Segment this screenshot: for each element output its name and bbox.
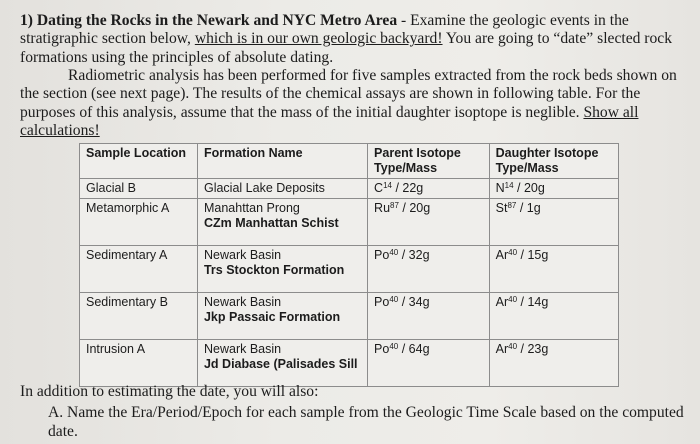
daughter-mass-number: 40	[508, 295, 518, 304]
table-row	[80, 199, 619, 246]
isotope-table	[79, 143, 619, 387]
daughter-mass: / 14g	[517, 295, 549, 309]
daughter-mass: / 1g	[516, 201, 541, 215]
parent-cell	[368, 246, 490, 293]
intro-text-b: You are going to “date” slected rock formations using the principles of absolute dating.	[20, 30, 673, 66]
parent-mass: / 34g	[398, 295, 430, 309]
daughter-cell	[489, 199, 618, 246]
parent-cell	[368, 179, 490, 199]
sample-cell: Intrusion A	[80, 340, 198, 387]
daughter-cell	[489, 293, 618, 340]
intro-text-a: - Examine the geologic events in the stratigraphic section below,	[20, 12, 629, 48]
question-intro	[20, 12, 690, 67]
table-header-row	[80, 144, 619, 179]
daughter-cell	[489, 340, 618, 387]
radiometric-paragraph	[20, 67, 690, 141]
formation-secondary: Trs Stockton Formation	[203, 263, 345, 277]
sample-cell: Sedimentary B	[80, 293, 198, 340]
parent-cell	[368, 340, 490, 387]
para2-text: Radiometric analysis has been performed for five samples extracted from the rock beds shown on the section (see next page). The results of the chemical assays are shown in following table. For the purposes of this analysis, assume that the mass of the initial daughter isoptope is neglible.	[20, 67, 677, 121]
parent-element: Po	[374, 248, 390, 262]
daughter-mass: / 23g	[517, 342, 549, 356]
parent-mass-number: 40	[389, 295, 399, 304]
header-parent-isotope: Parent Isotope Type/Mass	[368, 144, 490, 179]
parent-element: Ru	[374, 201, 391, 215]
table-row	[80, 340, 619, 387]
daughter-element: St	[495, 201, 508, 215]
formation-cell	[197, 179, 367, 199]
parent-mass: / 20g	[398, 201, 431, 215]
show-calculations-note: Show all calculations!	[20, 103, 639, 140]
formation-primary: Manahttan Prong	[203, 201, 300, 215]
daughter-element: Ar	[495, 342, 509, 356]
followup-item-a: A. Name the Era/Period/Epoch for each sample from the Geologic Time Scale based on the computed date.	[48, 404, 684, 440]
question-heading: 1) Dating the Rocks in the Newark and NYC Metro Area	[20, 12, 398, 29]
table-row	[80, 179, 619, 199]
table-row	[80, 293, 619, 340]
formation-secondary: CZm Manhattan Schist	[203, 216, 339, 230]
parent-mass: / 64g	[398, 342, 430, 356]
formation-cell	[197, 293, 367, 340]
daughter-mass: / 20g	[513, 181, 545, 195]
header-formation-name: Formation Name	[197, 144, 367, 179]
daughter-mass-number: 14	[504, 181, 514, 190]
parent-element: Po	[374, 342, 390, 356]
daughter-element: N	[495, 181, 505, 195]
formation-primary: Newark Basin	[203, 295, 282, 309]
parent-mass: / 32g	[398, 248, 430, 262]
parent-cell	[368, 293, 490, 340]
header-daughter-isotope: Daughter Isotope Type/Mass	[489, 144, 618, 179]
followup-intro: In addition to estimating the date, you will also:	[20, 383, 319, 400]
parent-mass-number: 87	[390, 201, 399, 210]
daughter-mass: / 15g	[517, 248, 549, 262]
formation-primary: Newark Basin	[203, 248, 282, 262]
daughter-element: Ar	[495, 295, 509, 309]
formation-primary: Glacial Lake Deposits	[203, 181, 325, 195]
daughter-mass-number: 40	[508, 248, 518, 257]
daughter-mass-number: 87	[507, 201, 517, 210]
parent-mass-number: 14	[383, 181, 392, 190]
formation-secondary: Jkp Passaic Formation	[203, 310, 341, 324]
table-row	[80, 246, 619, 293]
daughter-cell	[489, 246, 618, 293]
formation-cell	[197, 246, 367, 293]
backyard-link[interactable]: which is in our own geologic backyard!	[194, 30, 443, 48]
daughter-mass-number: 40	[508, 342, 518, 351]
parent-mass-number: 40	[389, 342, 399, 351]
parent-element: C	[374, 181, 384, 195]
header-sample-location: Sample Location	[80, 144, 198, 179]
parent-mass-number: 40	[389, 248, 399, 257]
formation-primary: Newark Basin	[203, 342, 282, 356]
sample-cell: Metamorphic A	[80, 199, 198, 246]
sample-cell: Sedimentary A	[80, 246, 198, 293]
parent-mass: / 22g	[391, 181, 424, 195]
formation-secondary: Jd Diabase (Palisades Sill	[203, 357, 358, 371]
sample-cell: Glacial B	[80, 179, 198, 199]
daughter-cell	[489, 179, 618, 199]
daughter-element: Ar	[495, 248, 509, 262]
parent-cell	[368, 199, 490, 246]
formation-cell	[197, 340, 367, 387]
formation-cell	[197, 199, 367, 246]
parent-element: Po	[374, 295, 390, 309]
